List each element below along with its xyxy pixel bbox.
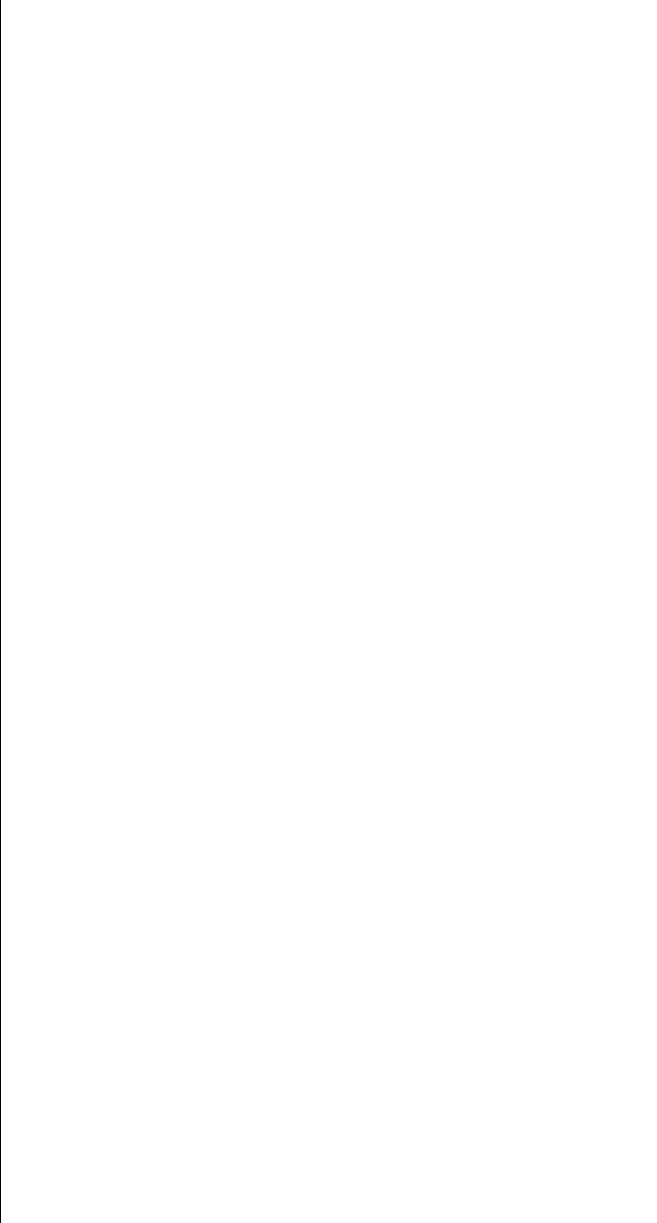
- table-left-border: [0, 0, 1, 1223]
